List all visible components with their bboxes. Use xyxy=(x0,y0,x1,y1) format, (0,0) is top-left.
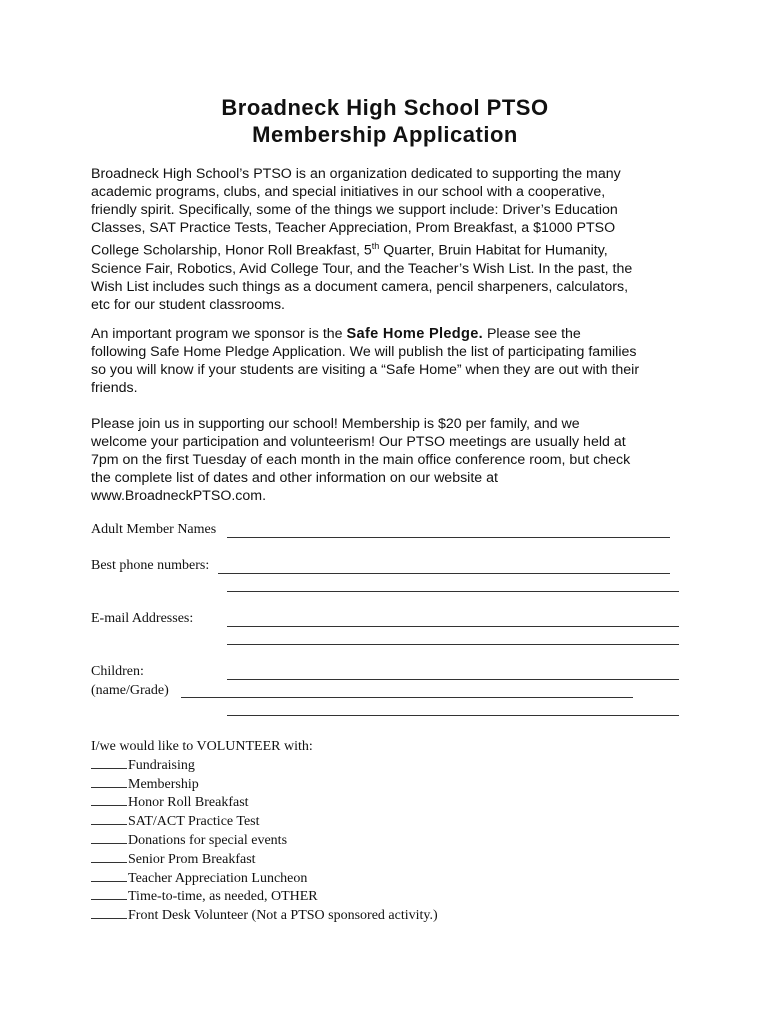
page-subtitle: Membership Application xyxy=(252,122,518,147)
adult-names-field[interactable] xyxy=(227,537,670,538)
volunteer-option-label: Time-to-time, as needed, OTHER xyxy=(128,889,318,905)
intro-line: Science Fair, Robotics, Avid College Tour, and the Teacher’s Wish List. In the past, the xyxy=(91,260,633,277)
checkbox-blank[interactable] xyxy=(91,812,127,825)
volunteer-option-label: Teacher Appreciation Luncheon xyxy=(128,870,308,886)
phone-field[interactable] xyxy=(218,573,670,574)
join-line: 7pm on the first Tuesday of each month in the main office conference room, but check xyxy=(91,452,631,468)
volunteer-option-label: Senior Prom Breakfast xyxy=(128,851,256,867)
email-label: E-mail Addresses: xyxy=(91,611,194,626)
volunteer-option[interactable] xyxy=(91,850,438,869)
children-field-2[interactable] xyxy=(181,697,633,698)
phone-field-2[interactable] xyxy=(227,591,679,592)
website-url: www.BroadneckPTSO.com. xyxy=(91,488,267,504)
children-field[interactable] xyxy=(227,679,679,680)
pledge-paragraph xyxy=(91,325,691,397)
checkbox-blank[interactable] xyxy=(91,869,127,882)
volunteer-option[interactable] xyxy=(91,906,438,925)
intro-line: Broadneck High School’s PTSO is an organization dedicated to supporting the many xyxy=(91,166,621,182)
pledge-text: An important program we sponsor is the xyxy=(91,326,347,342)
children-label: Children: xyxy=(91,664,144,679)
volunteer-option-label: SAT/ACT Practice Test xyxy=(128,814,260,830)
intro-line: Classes, SAT Practice Tests, Teacher Appreciation, Prom Breakfast, a $1000 PTSO xyxy=(91,220,616,236)
checkbox-blank[interactable] xyxy=(91,775,127,788)
intro-paragraph xyxy=(91,165,691,314)
pledge-line: following Safe Home Pledge Application. We will publish the list of participating families xyxy=(91,344,637,360)
pledge-text: Please see the xyxy=(483,326,581,342)
join-line: welcome your participation and volunteerism! Our PTSO meetings are usually held at xyxy=(91,434,626,450)
adult-names-label: Adult Member Names xyxy=(91,522,217,537)
checkbox-blank[interactable] xyxy=(91,887,127,900)
intro-line: Wish List includes such things as a document camera, pencil sharpeners, calculators, xyxy=(91,278,629,295)
email-field[interactable] xyxy=(227,626,679,627)
checkbox-blank[interactable] xyxy=(91,756,127,769)
pledge-line: so you will know if your students are visiting a “Safe Home” when they are out with their xyxy=(91,362,640,378)
volunteer-option[interactable] xyxy=(91,756,438,775)
ordinal-superscript: th xyxy=(371,241,380,251)
volunteer-option-label: Front Desk Volunteer (Not a PTSO sponsored activity.) xyxy=(128,908,438,924)
intro-line xyxy=(91,237,691,260)
intro-line-part: Quarter, Bruin Habitat for Humanity, xyxy=(379,242,608,259)
intro-line-part: College Scholarship, Honor Roll Breakfast, 5 xyxy=(91,242,372,259)
checkbox-blank[interactable] xyxy=(91,793,127,806)
volunteer-section xyxy=(91,738,438,925)
volunteer-option[interactable] xyxy=(91,793,438,812)
volunteer-option-label: Donations for special events xyxy=(128,832,288,848)
volunteer-options xyxy=(91,756,438,925)
volunteer-option-label: Honor Roll Breakfast xyxy=(128,795,249,811)
pledge-line: friends. xyxy=(91,380,138,396)
children-sublabel: (name/Grade) xyxy=(91,683,169,698)
join-line: Please join us in supporting our school! Membership is $20 per family, and we xyxy=(91,416,580,432)
pledge-line xyxy=(91,325,691,343)
phone-label: Best phone numbers: xyxy=(91,558,210,573)
checkbox-blank[interactable] xyxy=(91,906,127,919)
email-field-2[interactable] xyxy=(227,644,679,645)
volunteer-heading: I/we would like to VOLUNTEER with: xyxy=(91,739,313,754)
volunteer-option[interactable] xyxy=(91,812,438,831)
volunteer-option[interactable] xyxy=(91,869,438,888)
intro-line: academic programs, clubs, and special initiatives in our school with a cooperative, xyxy=(91,184,606,200)
volunteer-option[interactable] xyxy=(91,887,438,906)
checkbox-blank[interactable] xyxy=(91,850,127,863)
volunteer-option-label: Membership xyxy=(128,776,199,792)
intro-line: friendly spirit. Specifically, some of the things we support include: Driver’s Education xyxy=(91,202,618,218)
safe-home-pledge-emphasis: Safe Home Pledge. xyxy=(346,326,483,342)
join-paragraph xyxy=(91,415,691,505)
checkbox-blank[interactable] xyxy=(91,831,127,844)
page-title: Broadneck High School PTSO xyxy=(221,95,549,120)
volunteer-option-label: Fundraising xyxy=(128,757,195,773)
intro-line: etc for our student classrooms. xyxy=(91,296,285,313)
volunteer-option[interactable] xyxy=(91,775,438,794)
join-line: the complete list of dates and other information on our website at xyxy=(91,470,498,486)
volunteer-option[interactable] xyxy=(91,831,438,850)
children-field-3[interactable] xyxy=(227,715,679,716)
